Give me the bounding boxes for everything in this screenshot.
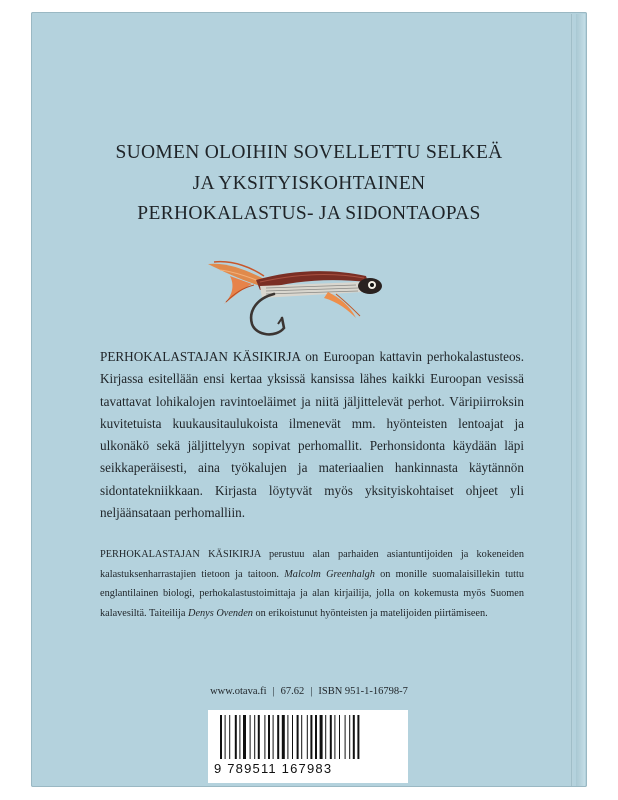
barcode-bar <box>258 715 260 759</box>
description-1-text: on Euroopan kattavin perhokalastusteos. Kirjassa esitellään ensi kertaa yksissä kansissa lähes kaikki Euroopan vesissä tavattavat lohikalojen ravintoeläimet ja niitä jäljittelevät perhot. Väripiirroksin kuvitetuista kuukausitaulukoista ilmenevät mm. hyönteisten lentoajat ja ulkonäkö sekä jäljittelyyn sopivat perhomallit. Perhonsidonta käydään läpi seikkaperäisesti, aina työkalujen ja materiaalien hankinnasta käytännön sidontatekniikkaan. Kirjasta löytyvät myös yksityiskohtaiset ohjeet yli neljäänsataan perhomalliin. <box>100 349 524 521</box>
footer-separator: | <box>272 686 275 697</box>
barcode-bar <box>254 715 255 759</box>
barcode-bar <box>243 715 246 759</box>
barcode-bar <box>268 715 270 759</box>
illustrator-name: Denys Ovenden <box>188 607 253 619</box>
barcode-bar <box>315 715 317 759</box>
barcode-bar <box>307 715 308 759</box>
publisher-footer <box>31 686 587 697</box>
author-name: Malcolm Greenhalgh <box>284 568 375 580</box>
description-2-text-c: on erikoistunut hyönteisten ja matelijoiden piirtämiseen. <box>252 607 488 619</box>
barcode-bar <box>297 715 299 759</box>
barcode-bar <box>339 715 340 759</box>
publisher-website: www.otava.fi <box>210 686 267 697</box>
description-paragraph-1 <box>100 346 524 524</box>
barcode-bar <box>330 715 332 759</box>
barcode-bar <box>325 715 326 759</box>
barcode-bar <box>229 715 230 759</box>
barcode-label <box>208 710 408 783</box>
barcode-bar <box>345 715 346 759</box>
headline-line-3: PERHOKALASTUS- JA SIDONTAOPAS <box>137 203 481 224</box>
barcode-bar <box>225 715 226 759</box>
barcode-bar <box>334 715 335 759</box>
barcode-bar <box>301 715 302 759</box>
barcode-bar <box>357 715 359 759</box>
barcode-bar <box>287 715 288 759</box>
spine-groove <box>570 14 573 786</box>
cover-headline <box>31 138 587 230</box>
barcode-bar <box>264 715 265 759</box>
barcode-bar <box>349 715 350 759</box>
barcode-bar <box>250 715 251 759</box>
description-paragraph-2 <box>100 545 524 623</box>
barcode-bar <box>239 715 240 759</box>
barcode-number: 9 789511 167983 <box>214 761 333 776</box>
barcode-bar <box>277 715 279 759</box>
barcode-bar <box>292 715 293 759</box>
barcode-bar <box>310 715 312 759</box>
isbn: ISBN 951-1-16798-7 <box>318 686 408 697</box>
barcode-bar <box>320 715 323 759</box>
classification-code: 67.62 <box>280 686 305 697</box>
barcode-bar <box>273 715 274 759</box>
barcode-bar <box>282 715 285 759</box>
description-2-text-a: perustuu alan parhaiden asiantuntijoiden ja kokeneiden kalastuksenharrastajien tietoon ja taitoon. <box>100 549 524 580</box>
spine-edge <box>576 14 585 786</box>
barcode-bar <box>235 715 237 759</box>
barcode-bar <box>220 715 222 759</box>
book-title: PERHOKALASTAJAN KÄSIKIRJA <box>100 349 301 364</box>
headline-line-2: JA YKSITYISKOHTAINEN <box>192 172 426 194</box>
barcode-icon <box>218 715 398 761</box>
footer-separator: | <box>310 686 313 697</box>
barcode-bar <box>353 715 355 759</box>
book-title-2: PERHOKALASTAJAN KÄSIKIRJA <box>100 549 261 560</box>
description-2-text-b: on monille suomalaisillekin tuttu englantilainen biologi, perhokalastustoimittaja ja alan kirjailija, jolla on kokemusta myös Suomen kalavesiltä. Taiteilija <box>100 568 524 619</box>
salmon-fly-icon <box>200 258 400 342</box>
headline-line-1: SUOMEN OLOIHIN SOVELLETTU SELKEÄ <box>115 142 503 163</box>
